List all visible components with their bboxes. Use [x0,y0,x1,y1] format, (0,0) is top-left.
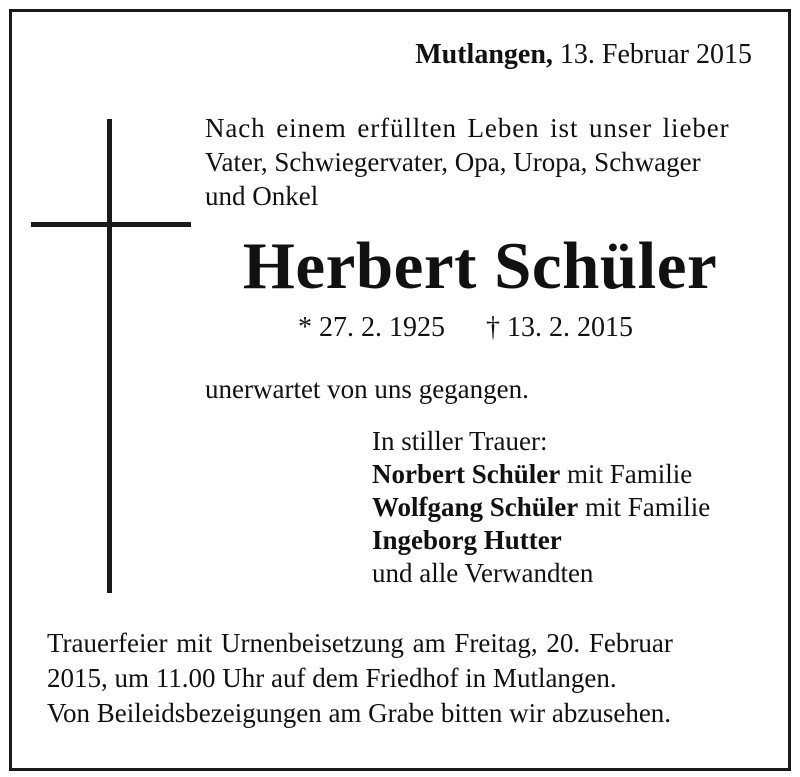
passing-text: unerwartet von uns gegangen. [205,374,529,404]
deceased-name: Herbert Schüler [242,229,718,303]
mourner-suffix: mit Familie [578,492,711,522]
mourners-closing: und alle Verwandten [372,558,594,588]
mourner-entry [372,491,710,524]
service-info [47,626,673,731]
mourner-name: Wolfgang Schüler [372,492,579,522]
service-line: Trauerfeier mit Urnenbeisetzung am Freitag, 20. Februar [47,628,673,658]
intro-line: und Onkel [205,181,319,211]
death-date: † 13. 2. 2015 [486,312,633,343]
mourner-suffix: mit Familie [560,459,693,489]
birth-date: * 27. 2. 1925 [298,312,445,343]
mourner-name: Ingeborg Hutter [372,525,562,555]
date: 13. Februar 2015 [559,39,752,70]
mourners-heading: In stiller Trauer: [372,426,548,456]
intro-text [205,111,730,213]
intro-line: Vater, Schwiegervater, Opa, Uropa, Schwager [205,147,701,177]
service-line: Von Beileidsbezeigungen am Grabe bitten wir abzusehen. [47,698,672,728]
mourners-list [372,425,710,590]
intro-line: Nach einem erfüllten Leben ist unser lieber [205,113,730,143]
service-line: 2015, um 11.00 Uhr auf dem Friedhof in Mutlangen. [47,663,617,693]
mourner-entry [372,524,710,557]
mourner-entry [372,458,710,491]
life-dates [298,311,633,345]
place-date [415,40,752,70]
mourner-name: Norbert Schüler [372,459,561,489]
cross-icon-vertical [107,119,112,593]
place: Mutlangen, [415,39,553,70]
cross-icon-horizontal [31,222,191,227]
